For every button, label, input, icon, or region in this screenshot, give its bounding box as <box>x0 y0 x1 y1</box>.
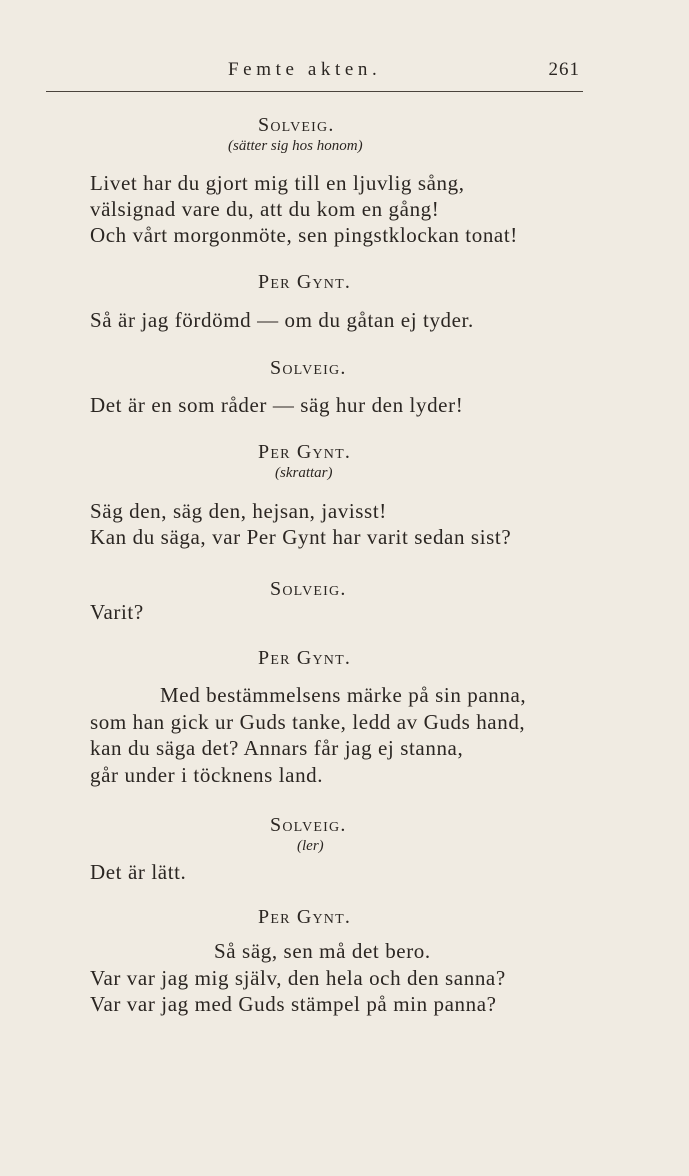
speaker-name: Per Gynt. <box>258 441 352 463</box>
speaker-name: Solveig. <box>270 357 347 379</box>
verse-line: Så är jag fördömd — om du gåtan ej tyder. <box>90 308 474 332</box>
speaker-name: Per Gynt. <box>258 647 352 669</box>
verse-line: går under i töcknens land. <box>90 763 324 787</box>
verse-line: Och vårt morgonmöte, sen pingstklockan tonat! <box>90 223 518 247</box>
verse-line: Med bestämmelsens märke på sin panna, <box>160 683 527 707</box>
verse-line: kan du säga det? Annars får jag ej stanna, <box>90 736 464 760</box>
stage-direction: (skrattar) <box>275 465 333 481</box>
verse-line: Var var jag mig själv, den hela och den sanna? <box>90 966 506 990</box>
stage-direction: (sätter sig hos honom) <box>228 138 363 154</box>
verse-line: Det är lätt. <box>90 860 187 884</box>
page-number: 261 <box>548 59 580 80</box>
verse-line: Så säg, sen må det bero. <box>214 939 431 963</box>
speaker-name: Per Gynt. <box>258 271 352 293</box>
verse-line: Varit? <box>90 600 144 624</box>
verse-line: Kan du säga, var Per Gynt har varit sedan sist? <box>90 525 512 549</box>
running-header <box>46 57 583 92</box>
verse-line: Säg den, säg den, hejsan, javisst! <box>90 499 387 523</box>
stage-direction: (ler) <box>297 838 324 854</box>
speaker-name: Per Gynt. <box>258 906 352 928</box>
speaker-name: Solveig. <box>258 114 335 136</box>
speaker-name: Solveig. <box>270 814 347 836</box>
verse-line: som han gick ur Guds tanke, ledd av Guds hand, <box>90 710 526 734</box>
verse-line: Livet har du gjort mig till en ljuvlig sång, <box>90 171 465 195</box>
running-title: Femte akten. <box>228 59 382 80</box>
verse-line: Det är en som råder — säg hur den lyder! <box>90 393 464 417</box>
speaker-name: Solveig. <box>270 578 347 600</box>
verse-line: Var var jag med Guds stämpel på min panna? <box>90 992 497 1016</box>
verse-line: välsignad vare du, att du kom en gång! <box>90 197 440 221</box>
